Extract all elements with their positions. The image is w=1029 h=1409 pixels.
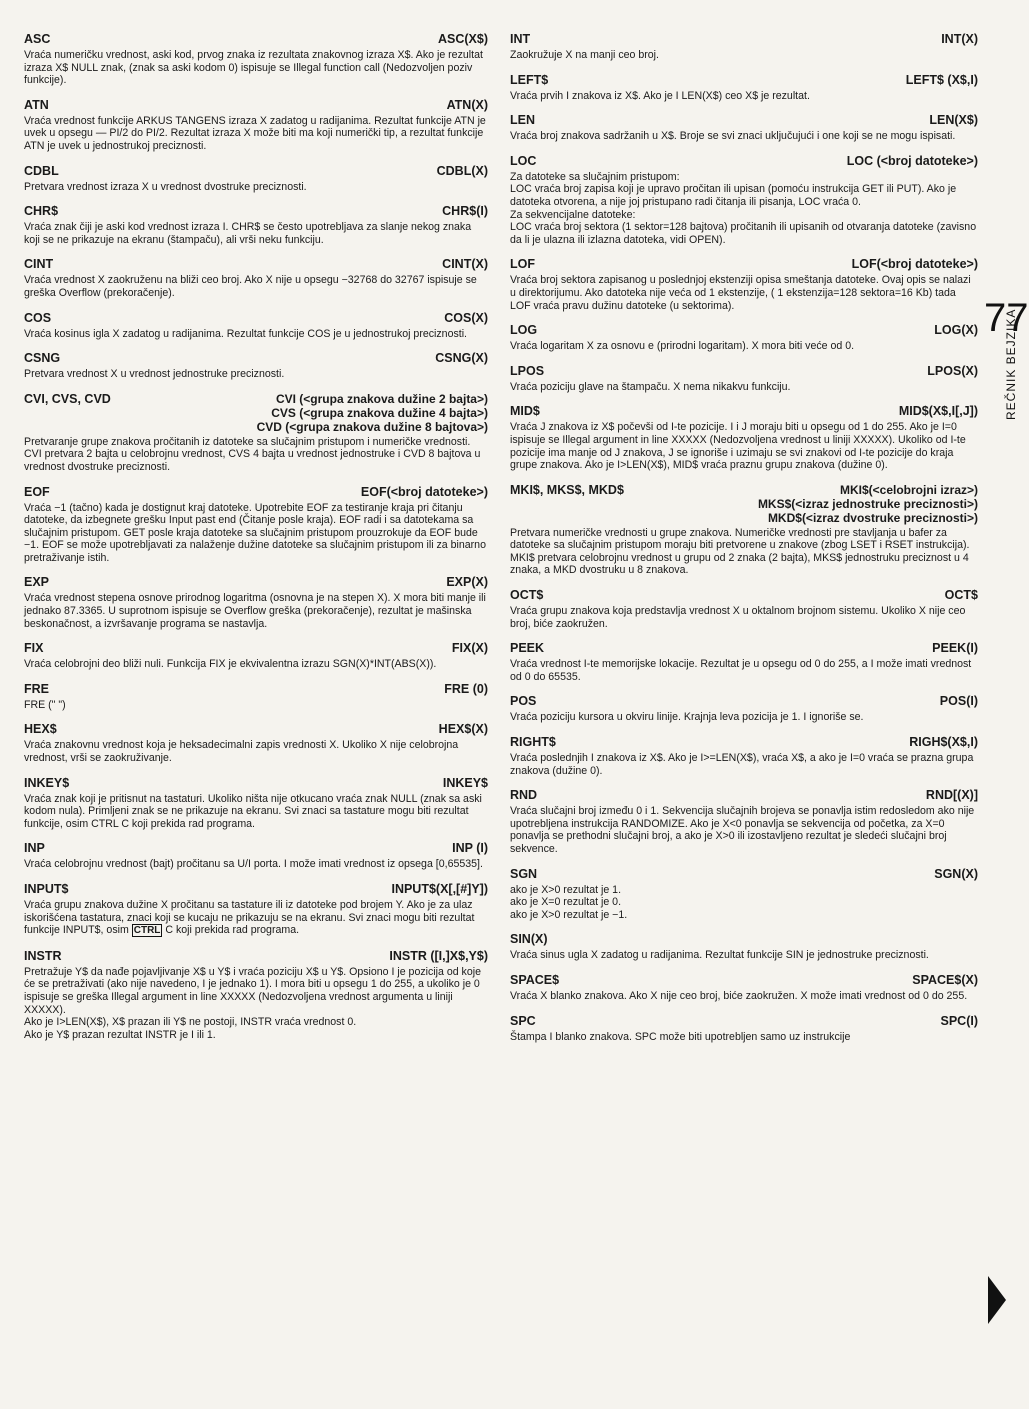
entry-signature: CVD (<grupa znakova dužine 8 bajtova>) xyxy=(256,419,488,434)
entry-name: SPACE$ xyxy=(510,972,560,987)
entry-cos xyxy=(24,311,488,341)
entry-name: EXP xyxy=(24,575,50,590)
entry-name: LOG xyxy=(510,323,538,338)
entry-lof xyxy=(510,257,978,312)
entry-pos xyxy=(510,694,978,724)
entry-header xyxy=(510,113,978,128)
entry-name: PEEK xyxy=(510,641,545,656)
entry-signature: CINT(X) xyxy=(442,257,488,272)
description-line: Pretvara vrednost X u vrednost jednostruke preciznosti. xyxy=(24,368,285,381)
entry-description xyxy=(510,949,978,962)
entry-description xyxy=(24,328,488,341)
entry-description xyxy=(24,274,488,299)
entry-name: COS xyxy=(24,310,52,325)
entry-header xyxy=(510,788,978,803)
right-column xyxy=(510,32,978,1054)
entry-inkey xyxy=(24,776,488,831)
entry-description xyxy=(510,805,978,855)
entry-cvi xyxy=(24,392,488,474)
entry-signature: LEN(X$) xyxy=(929,113,978,128)
entry-signature: SGN(X) xyxy=(934,866,978,881)
entry-hex xyxy=(24,722,488,764)
entry-description xyxy=(510,381,978,394)
entry-mki xyxy=(510,483,978,577)
entry-signature: RND[(X)] xyxy=(925,788,978,803)
entry-inp xyxy=(24,841,488,871)
description-line: Vraća znakovnu vrednost koja je heksadecimalni zapis vrednosti X. Ukoliko X nije celobrojna vrednost, vrši se zaokruživanje. xyxy=(24,739,459,765)
entry-header xyxy=(24,351,488,366)
entry-name: CVI, CVS, CVD xyxy=(24,391,111,406)
description-line: Za datoteke sa slučajnim pristupom: xyxy=(510,170,680,183)
description-text: C koji prekida rad programa. xyxy=(165,924,300,937)
description-line: Pretražuje Y$ da nađe pojavljivanje X$ u Y$ i vraća poziciju X$ u Y$. Opsiono I je pozicija od koje će se pretraživati (ako nije navedeno, I je jednako 1). I mora biti u opsegu 1 do 255, a ukoliko je 0 ispisuje se greška Illegal argument in line XXXXX (Nedozvoljena vrednost argumenta u liniji XXXXX). xyxy=(24,965,481,1016)
entry-description xyxy=(510,171,978,247)
entry-description xyxy=(510,340,978,353)
entry-name: LEFT$ xyxy=(510,72,549,87)
section-title: REČNIK BEJZIKA xyxy=(1004,308,1018,420)
entry-name: RIGHT$ xyxy=(510,735,556,750)
entry-header xyxy=(510,483,978,525)
entry-header xyxy=(24,392,488,434)
entry-signature: CSNG(X) xyxy=(435,351,488,366)
entry-description xyxy=(24,115,488,153)
description-line: Vraća vrednost funkcije ARKUS TANGENS izraza X zadatog u radijanima. Rezultat funkcije ATN je uvek u opsegu — PI/2 do PI/2. Rezultat izraza X može biti ma koji numerički tip, a rezultat funkcije ATN je uvek u jednostrukoj preciznosti. xyxy=(24,114,486,152)
entry-log xyxy=(510,323,978,353)
entry-description xyxy=(24,502,488,565)
entry-header xyxy=(510,735,978,750)
entry-header xyxy=(510,1014,978,1029)
entry-signature: HEX$(X) xyxy=(438,722,488,737)
description-line: ako je X>0 rezultat je −1. xyxy=(510,908,628,921)
entry-name: FRE xyxy=(24,681,49,696)
entry-header xyxy=(510,867,978,882)
entry-signatures xyxy=(257,392,488,434)
entry-fre xyxy=(24,682,488,712)
next-page-arrow-icon xyxy=(988,1276,1006,1324)
entry-name: MKI$, MKS$, MKD$ xyxy=(510,482,624,497)
entry-signature: ASC(X$) xyxy=(437,32,488,46)
description-line: Vraća znak čiji je aski kod vrednost izraza I. CHR$ se često upotrebljava za slanje nekog znaka koji se ne prikazuje na ekranu (štampaču), ali vrši neku funkciju. xyxy=(24,221,472,246)
entry-int xyxy=(510,32,978,62)
entry-name: INKEY$ xyxy=(24,775,70,790)
entry-signature: MKI$(<celobrojni izraz>) xyxy=(839,482,978,497)
description-line: FRE (" ") xyxy=(24,698,66,711)
entry-description xyxy=(510,130,978,143)
entry-description xyxy=(24,221,488,246)
entry-name: SGN xyxy=(510,866,538,881)
description-line: Vraća X blanko znakova. Ako X nije ceo broj, biće zaokružen. X može imati vrednost od 0 do 255. xyxy=(510,989,968,1002)
entry-description xyxy=(24,699,488,712)
description-line: Vraća broj znakova sadržanih u X$. Broje se svi znaci uključujući i one koji se ne mogu ispisati. xyxy=(510,130,956,143)
entry-signature: CHR$(I) xyxy=(442,204,488,219)
entry-name: ATN xyxy=(24,97,49,112)
left-column xyxy=(24,32,488,1052)
entry-peek xyxy=(510,641,978,683)
entry-description xyxy=(510,421,978,471)
entry-header xyxy=(24,485,488,500)
entry-sinx xyxy=(510,932,978,962)
entry-cint xyxy=(24,257,488,299)
entry-signature: SPC(I) xyxy=(940,1013,978,1028)
description-line: Vraća broj sektora zapisanog u poslednjoj ekstenziji opisa smeštanja datoteke. Ovaj opis se nalazi u direktorijumu. Ako datoteka nije veća od 1 ekstenzije, ( 1 ekstenzija=128 sektora=16 Kb) tada LOF vraća pravu dužinu datoteke (u sektorima). xyxy=(510,274,971,312)
entry-signature: INKEY$ xyxy=(442,775,488,790)
entry-signature: COS(X) xyxy=(444,310,488,325)
entry-description xyxy=(24,858,488,871)
entry-name: MID$ xyxy=(510,404,540,419)
entry-loc xyxy=(510,154,978,247)
entry-name: RND xyxy=(510,788,538,803)
description-line: Ako je I>LEN(X$), X$ prazan ili Y$ ne postoji, INSTR vraća vrednost 0. xyxy=(24,1016,357,1029)
description-line: Vraća numeričku vrednost, aski kod, prvog znaka iz rezultata znakovnog izraza X$. Ako je rezultat izraza X$ NULL znak, (znak sa aski kodom 0) ispisuje se Illegal function call (Nedozvoljen poziv funkcije). xyxy=(24,49,483,87)
entry-name: INSTR xyxy=(24,948,62,963)
entry-signature: RIGH$(X$,I) xyxy=(909,735,978,750)
description-line: LOC vraća broj sektora (1 sektor=128 bajtova) pročitanih ili upisanih od otvaranja datoteke (zavisno da li je ulazna ili izlazna datoteka, vidi OPEN). xyxy=(510,221,977,246)
entry-description: Pretvaranje grupe znakova pročitanih iz datoteke sa slučajnim pristupom i numeričke vrednosti. CVI pretvara 2 bajta u celobrojnu vrednost, CVS 4 bajta u vrednost jednostruke i CVD 8 bajtova u vrednost dvostruke preciznosti. xyxy=(24,435,481,473)
entry-signature: MID$(X$,I[,J]) xyxy=(898,404,978,419)
description-line: Ako je Y$ prazan rezultat INSTR je I ili 1. xyxy=(24,1028,216,1041)
entry-name: ASC xyxy=(24,32,51,46)
entry-header xyxy=(24,164,488,179)
entry-description xyxy=(24,181,488,194)
entry-header xyxy=(24,882,488,897)
entry-description xyxy=(24,658,488,671)
entry-name: LOC xyxy=(510,153,537,168)
entry-mid xyxy=(510,404,978,471)
description-line: Vraća prvih I znakova iz X$. Ako je I LEN(X$) ceo X$ je rezultat. xyxy=(510,89,810,102)
description-line: Vraća vrednost X zaokruženu na bliži ceo broj. Ako X nije u opsegu −32768 do 32767 ispisuje se greška Overflow (prekoračenje). xyxy=(24,274,477,299)
entry-name: LOF xyxy=(510,257,535,272)
entry-oct xyxy=(510,588,978,630)
entry-name: HEX$ xyxy=(24,722,57,737)
entry-description xyxy=(510,658,978,683)
entry-left xyxy=(510,73,978,103)
entry-name: SIN(X) xyxy=(510,932,548,947)
entry-description xyxy=(510,274,978,312)
entry-signature: EXP(X) xyxy=(446,575,488,590)
entry-signature: PEEK(I) xyxy=(932,641,978,656)
entry-name: LEN xyxy=(510,113,535,128)
entry-eof xyxy=(24,485,488,565)
entry-name: CSNG xyxy=(24,351,61,366)
entry-signature: FRE (0) xyxy=(444,681,488,696)
description-line: Vraća poslednjih I znakova iz X$. Ako je I>=LEN(X$), vraća X$, a ako je I=0 vraća se prazna grupa znakova (dužine 0). xyxy=(510,752,974,777)
entry-signature: LPOS(X) xyxy=(927,363,978,378)
entry-name: POS xyxy=(510,694,537,709)
entry-description xyxy=(510,884,978,922)
description-line: Štampa I blanko znakova. SPC može biti upotrebljen samo uz instrukcije xyxy=(510,1030,851,1043)
entry-exp xyxy=(24,575,488,630)
description-line: Vraća sinus ugla X zadatog u radijanima. Rezultat funkcije SIN je jednostruke preciznosti. xyxy=(510,949,929,962)
description-line: Vraća celobrojni deo bliži nuli. Funkcija FIX je ekvivalentna izrazu SGN(X)*INT(ABS(X)). xyxy=(24,658,437,671)
description-line: ako je X=0 rezultat je 0. xyxy=(510,896,622,909)
entry-header xyxy=(24,98,488,113)
entry-signature: FIX(X) xyxy=(451,641,488,656)
entry-header xyxy=(510,323,978,338)
entry-signature: SPACE$(X) xyxy=(912,972,978,987)
entry-signature: LOC (<broj datoteke>) xyxy=(846,153,978,168)
entry-header xyxy=(24,722,488,737)
entry-name: CHR$ xyxy=(24,204,59,219)
entry-description xyxy=(24,592,488,630)
entry-description xyxy=(510,605,978,630)
description-line: Zaokružuje X na manji ceo broj. xyxy=(510,49,659,61)
entry-signature: ATN(X) xyxy=(446,97,488,112)
entry-description xyxy=(510,90,978,103)
entry-name: CDBL xyxy=(24,163,59,178)
entry-signature: CVS (<grupa znakova dužine 4 bajta>) xyxy=(271,405,488,420)
entry-description xyxy=(510,49,978,62)
description-line: Vraća J znakova iz X$ počevši od I-te pozicije. I i J moraju biti u opsegu od 1 do 255. Ako je I=0 ispisuje se Illegal argument in line XXXXX (Nedozvoljena vrednost u liniji XXXXX). Ukoliko od I-te pozicije ima manje od J znakova, J se ignoriše i uzimaju se svi znakovi od I-te pozicije do kraja grupe znakova. Ako je I>LEN(X$), MID$ vraća praznu grupu znakova (dužine 0). xyxy=(510,421,966,472)
description-line: Vraća kosinus igla X zadatog u radijanima. Rezultat funkcije COS je u jednostrukoj preciznosti. xyxy=(24,327,468,340)
entry-signature: MKS$(<izraz jednostruke preciznosti>) xyxy=(757,496,978,511)
entry-lpos xyxy=(510,364,978,394)
entry-rnd xyxy=(510,788,978,855)
entry-signature: CDBL(X) xyxy=(436,163,488,178)
description-line: Za sekvencijalne datoteke: xyxy=(510,208,636,221)
entry-signature: INPUT$(X[,[#]Y]) xyxy=(391,882,488,896)
entry-header xyxy=(510,257,978,272)
entry-description xyxy=(24,793,488,831)
entry-chr xyxy=(24,204,488,246)
entry-header xyxy=(24,682,488,697)
entry-name: LPOS xyxy=(510,363,545,378)
entry-header xyxy=(24,311,488,326)
entry-signature: INT(X) xyxy=(941,32,978,46)
description-line: Vraća logaritam X za osnovu e (prirodni logaritam). X mora biti veće od 0. xyxy=(510,340,855,353)
description-line: Vraća grupu znakova koja predstavlja vrednost X u oktalnom brojnom sistemu. Ukoliko X nije ceo broj, biće zaokružen. xyxy=(510,605,966,630)
page-number: 77 xyxy=(984,296,1029,340)
entry-signature: OCT$ xyxy=(944,588,978,603)
entry-name: INT xyxy=(510,32,531,46)
entry-signature: LEFT$ (X$,I) xyxy=(905,72,978,87)
entry-signature: MKD$(<izraz dvostruke preciznosti>) xyxy=(767,510,978,525)
entry-signature: INP (I) xyxy=(452,841,488,856)
description-line: ako je X>0 rezultat je 1. xyxy=(510,883,622,896)
entry-header xyxy=(510,73,978,88)
entry-header xyxy=(510,404,978,419)
description-text: Vraća grupu znakova dužine X pročitanu sa tastature ili iz datoteke pod brojem Y. Ako je za ulaz iskorišćena tastatura, znaci koji se kucaju ne prikazuju se na ekranu. Svi znaci mogu biti rezultat funkcije INPUT$, osim xyxy=(24,899,475,937)
entry-signature: LOF(<broj datoteke>) xyxy=(851,257,978,272)
entry-input xyxy=(24,882,488,938)
entry-header xyxy=(510,364,978,379)
entry-space xyxy=(510,973,978,1003)
description-line: Vraća vrednost I-te memorijske lokacije. Rezultat je u opsegu od 0 do 255, a I može imati vrednost od 0 do 65535. xyxy=(510,658,972,683)
entry-header xyxy=(24,32,488,47)
entry-name: FIX xyxy=(24,641,44,656)
entry-sgn xyxy=(510,867,978,922)
description-line: Vraća vrednost stepena osnove prirodnog logaritma (osnovna je na stepen X). X mora biti manje ili jednako 87.3365. U suprotnom ispisuje se Overflow greška (prekoračenje), rezultat je mašinska beskonačnost, a izvršavanje programa se nastavlja. xyxy=(24,592,486,630)
entry-description xyxy=(510,990,978,1003)
entry-header xyxy=(24,776,488,791)
entry-header xyxy=(510,932,978,947)
entry-signatures xyxy=(758,483,978,525)
entry-atn xyxy=(24,98,488,153)
entry-name: INPUT$ xyxy=(24,882,69,896)
entry-cdbl xyxy=(24,164,488,194)
description-line: Vraća celobrojnu vrednost (bajt) pročitanu sa U/I porta. I može imati vrednost iz opsega [0,65535]. xyxy=(24,858,483,871)
entry-name: SPC xyxy=(510,1013,536,1028)
entry-instr xyxy=(24,949,488,1042)
entry-signature: CVI (<grupa znakova dužine 2 bajta>) xyxy=(275,391,488,406)
entry-header xyxy=(510,973,978,988)
entry-description xyxy=(24,899,488,938)
description-line: Vraća poziciju glave na štampaču. X nema nikakvu funkciju. xyxy=(510,380,791,393)
entry-header xyxy=(24,641,488,656)
entry-header xyxy=(24,204,488,219)
entry-description xyxy=(510,1031,978,1044)
entry-signature: POS(I) xyxy=(939,694,978,709)
entry-description xyxy=(510,752,978,777)
entry-header xyxy=(24,575,488,590)
entry-name: OCT$ xyxy=(510,588,544,603)
entry-header xyxy=(510,588,978,603)
entry-header xyxy=(510,154,978,169)
description-line: Vraća znak koji je pritisnut na tastaturi. Ukoliko ništa nije otkucano vraća znak NULL (znak sa aski kodom nula). Primljeni znak se ne prikazuje na ekranu. Svi znaci sa tastature mogu biti rezultat funkcije, osim CTRL C koji prekida rad programa. xyxy=(24,792,482,830)
entry-right xyxy=(510,735,978,777)
entry-fix xyxy=(24,641,488,671)
entry-header xyxy=(24,257,488,272)
entry-name: CINT xyxy=(24,257,54,272)
description-line: LOC vraća broj zapisa koji je upravo pročitan ili upisan (pomoću instrukcija GET ili PUT). Ako je datoteka otvorena, a nije joj pristupano radi čitanja ili pisanja, LOC vraća 0. xyxy=(510,183,957,208)
description-line: Vraća −1 (tačno) kada je dostignut kraj datoteke. Upotrebite EOF za testiranje kraja pri čitanju datoteke, da izbegnete grešku Input past end (Čitanje posle kraja). EOF radi i sa datotekama sa slučajnim pristupom. GET posle kraja datoteke sa slučajnim pristupom prouzrokuje da EOF bude −1. EOF se može upotrebljavati za nalaženje dužine datoteke sa slučajnim pristupom ili za binarno pretraživanje istih. xyxy=(24,501,486,564)
entry-signature: LOG(X) xyxy=(934,323,978,338)
entry-spc xyxy=(510,1014,978,1044)
entry-name: INP xyxy=(24,841,45,856)
entry-header xyxy=(510,32,978,47)
entry-description xyxy=(24,368,488,381)
description-line: Pretvara vrednost izraza X u vrednost dvostruke preciznosti. xyxy=(24,180,307,193)
entry-csng xyxy=(24,351,488,381)
description-line: Vraća poziciju kursora u okviru linije. Krajnja leva pozicija je 1. I ignoriše se. xyxy=(510,711,864,724)
entry-description: Pretvara numeričke vrednosti u grupe znakova. Numeričke vrednosti pre stavljanja u bafer za datoteke sa slučajnim pristupom moraju biti pretvorene u znakove (zbog LSET i RSET instrukcija). MKI$ pretvara celobrojnu vrednost u grupu od 2 znaka (2 bajta), MKS$ jednostruku preciznost u 4 znaka, a MKD dvostruku u 8 znakova. xyxy=(510,526,970,577)
entry-len xyxy=(510,113,978,143)
entry-signature: INSTR ([I,]X$,Y$) xyxy=(389,948,488,963)
entry-description xyxy=(24,966,488,1042)
description-line: Vraća slučajni broj između 0 i 1. Sekvencija slučajnih brojeva se ponavlja istim redosledom ako nije upotrebljena instrukcija RANDOMIZE. Ako je X<0 ponavlja se sekvencija od početka, za X=0 ponavlja se prethodni slučajni broj, a ako je X>0 ili izostavljeno rezultat je sledeći slučajni broj sekvence. xyxy=(510,805,975,855)
entry-header xyxy=(24,841,488,856)
entry-description xyxy=(24,49,488,87)
entry-description xyxy=(510,711,978,724)
entry-signature: EOF(<broj datoteke>) xyxy=(360,484,488,499)
ctrl-key-icon: CTRL xyxy=(133,925,161,937)
entry-header xyxy=(24,949,488,964)
entry-asc xyxy=(24,32,488,87)
entry-description xyxy=(24,739,488,764)
entry-name: EOF xyxy=(24,484,50,499)
entry-header xyxy=(510,641,978,656)
entry-header xyxy=(510,694,978,709)
